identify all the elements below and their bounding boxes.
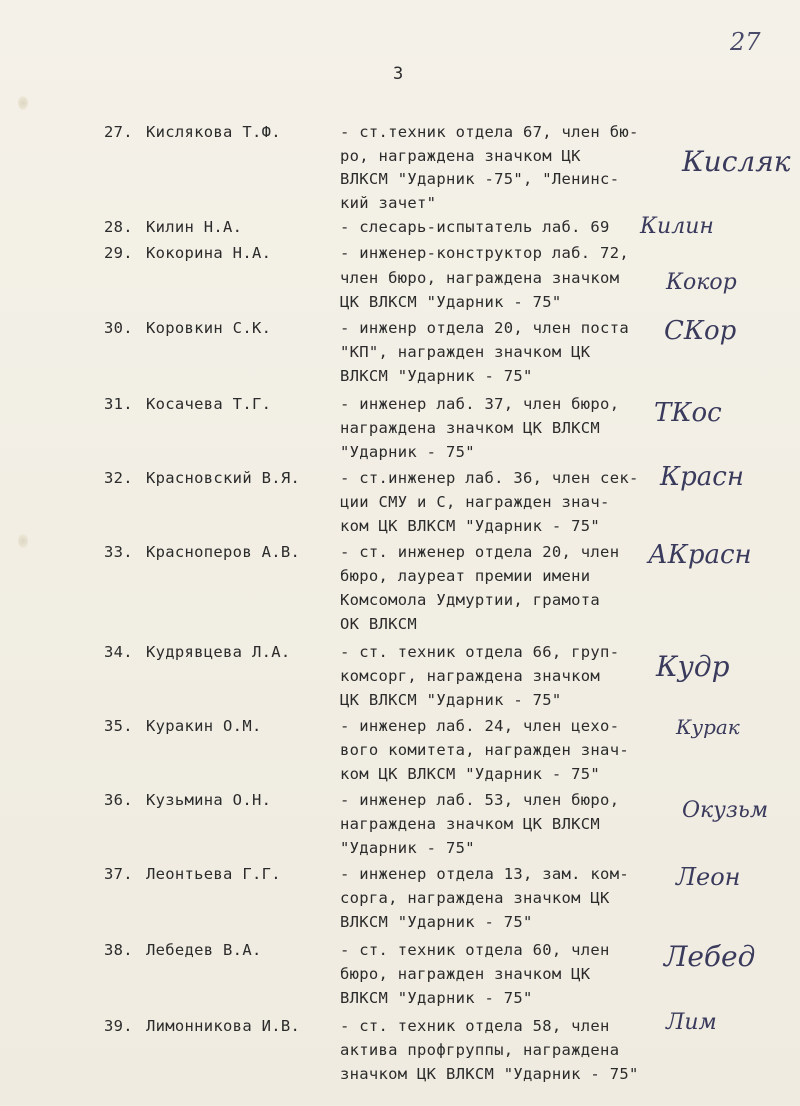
entry-line: бюро, лауреат премии имени: [340, 567, 591, 585]
handwritten-signature: Кокор: [666, 270, 737, 295]
handwritten-signature: АКрасн: [648, 540, 752, 570]
entry-name: Кислякова Т.Ф.: [146, 123, 281, 141]
entry-line: комсорг, награждена значком: [340, 667, 601, 685]
handwritten-signature: Лим: [666, 1010, 717, 1035]
entry-number: 27.: [104, 123, 133, 141]
entry-number: 38.: [104, 941, 133, 959]
entry-number: 33.: [104, 543, 133, 561]
entry-name: Куракин О.М.: [146, 717, 262, 735]
entry-name: Кокорина Н.А.: [146, 244, 272, 262]
entry-number: 28.: [104, 218, 133, 236]
entry-line: - инженер лаб. 24, член цехо-: [340, 717, 620, 735]
entry-line: награждена значком ЦК ВЛКСМ: [340, 419, 601, 437]
entry-line: актива профгруппы, награждена: [340, 1041, 620, 1059]
entry-line: - ст. инженер отдела 20, член: [340, 543, 620, 561]
handwritten-folio-number: 27: [730, 28, 761, 56]
entry-line: ком ЦК ВЛКСМ "Ударник - 75": [340, 765, 601, 783]
handwritten-signature: Окузьм: [682, 798, 769, 823]
entry-line: ВЛКСМ "Ударник - 75": [340, 367, 533, 385]
punch-hole-mark: [18, 534, 28, 548]
entry-name: Лимонникова И.В.: [146, 1017, 301, 1035]
entry-line: - слесарь-испытатель лаб. 69: [340, 218, 610, 236]
entry-line: "Ударник - 75": [340, 443, 475, 461]
entry-line: - ст.инженер лаб. 36, член сек-: [340, 469, 639, 487]
entry-number: 29.: [104, 244, 133, 262]
entry-line: - инженер-конструктор лаб. 72,: [340, 244, 629, 262]
entry-line: - инженер отдела 13, зам. ком-: [340, 865, 629, 883]
entry-line: - ст.техник отдела 67, член бю-: [340, 123, 639, 141]
entry-number: 32.: [104, 469, 133, 487]
entry-name: Кузьмина О.Н.: [146, 791, 272, 809]
entry-line: "Ударник - 75": [340, 839, 475, 857]
entry-line: кий зачет": [340, 194, 437, 212]
entry-name: Коровкин С.К.: [146, 319, 272, 337]
handwritten-signature: Лебед: [664, 940, 756, 973]
entry-line: - ст. техник отдела 60, член: [340, 941, 610, 959]
punch-hole-mark: [18, 96, 28, 110]
handwritten-signature: Курак: [676, 715, 740, 739]
entry-line: ЦК ВЛКСМ "Ударник - 75": [340, 293, 562, 311]
handwritten-signature: ТКос: [654, 398, 722, 428]
entry-name: Килин Н.А.: [146, 218, 243, 236]
entry-name: Кудрявцева Л.А.: [146, 643, 291, 661]
entry-line: ро, награждена значком ЦК: [340, 147, 581, 165]
entry-name: Красноперов А.В.: [146, 543, 301, 561]
entry-line: ВЛКСМ "Ударник - 75": [340, 913, 533, 931]
entry-number: 34.: [104, 643, 133, 661]
entry-line: ВЛКСМ "Ударник - 75": [340, 989, 533, 1007]
entry-line: ком ЦК ВЛКСМ "Ударник - 75": [340, 517, 601, 535]
entry-line: - ст. техник отдела 66, груп-: [340, 643, 620, 661]
entry-line: бюро, награжден значком ЦК: [340, 965, 591, 983]
entry-line: ции СМУ и С, награжден знач-: [340, 493, 610, 511]
handwritten-signature: Кудр: [656, 650, 730, 683]
entry-line: - инженр отдела 20, член поста: [340, 319, 629, 337]
entry-number: 31.: [104, 395, 133, 413]
entry-line: вого комитета, награжден знач-: [340, 741, 629, 759]
entry-line: награждена значком ЦК ВЛКСМ: [340, 815, 601, 833]
handwritten-signature: Красн: [660, 462, 744, 492]
page-number: 3: [393, 64, 404, 84]
entry-name: Лебедев В.А.: [146, 941, 262, 959]
entry-line: ЦК ВЛКСМ "Ударник - 75": [340, 691, 562, 709]
entry-number: 35.: [104, 717, 133, 735]
handwritten-signature: Кисляк: [682, 145, 791, 178]
entry-line: член бюро, награждена значком: [340, 269, 620, 287]
entry-name: Леонтьева Г.Г.: [146, 865, 281, 883]
entry-line: "КП", награжден значком ЦК: [340, 343, 591, 361]
entry-line: ВЛКСМ "Ударник -75", "Ленинс-: [340, 170, 620, 188]
entry-line: - инженер лаб. 37, член бюро,: [340, 395, 620, 413]
entry-name: Красновский В.Я.: [146, 469, 301, 487]
handwritten-signature: Леон: [676, 863, 741, 891]
entry-number: 37.: [104, 865, 133, 883]
entry-line: - инженер лаб. 53, член бюро,: [340, 791, 620, 809]
entry-line: значком ЦК ВЛКСМ "Ударник - 75": [340, 1065, 639, 1083]
entry-line: Комсомола Удмуртии, грамота: [340, 591, 601, 609]
entry-number: 39.: [104, 1017, 133, 1035]
handwritten-signature: СКор: [664, 316, 737, 346]
entry-line: сорга, награждена значком ЦК: [340, 889, 610, 907]
entry-number: 36.: [104, 791, 133, 809]
handwritten-signature: Килин: [640, 214, 714, 239]
entry-number: 30.: [104, 319, 133, 337]
entry-line: - ст. техник отдела 58, член: [340, 1017, 610, 1035]
entry-name: Косачева Т.Г.: [146, 395, 272, 413]
entry-line: ОК ВЛКСМ: [340, 615, 418, 633]
